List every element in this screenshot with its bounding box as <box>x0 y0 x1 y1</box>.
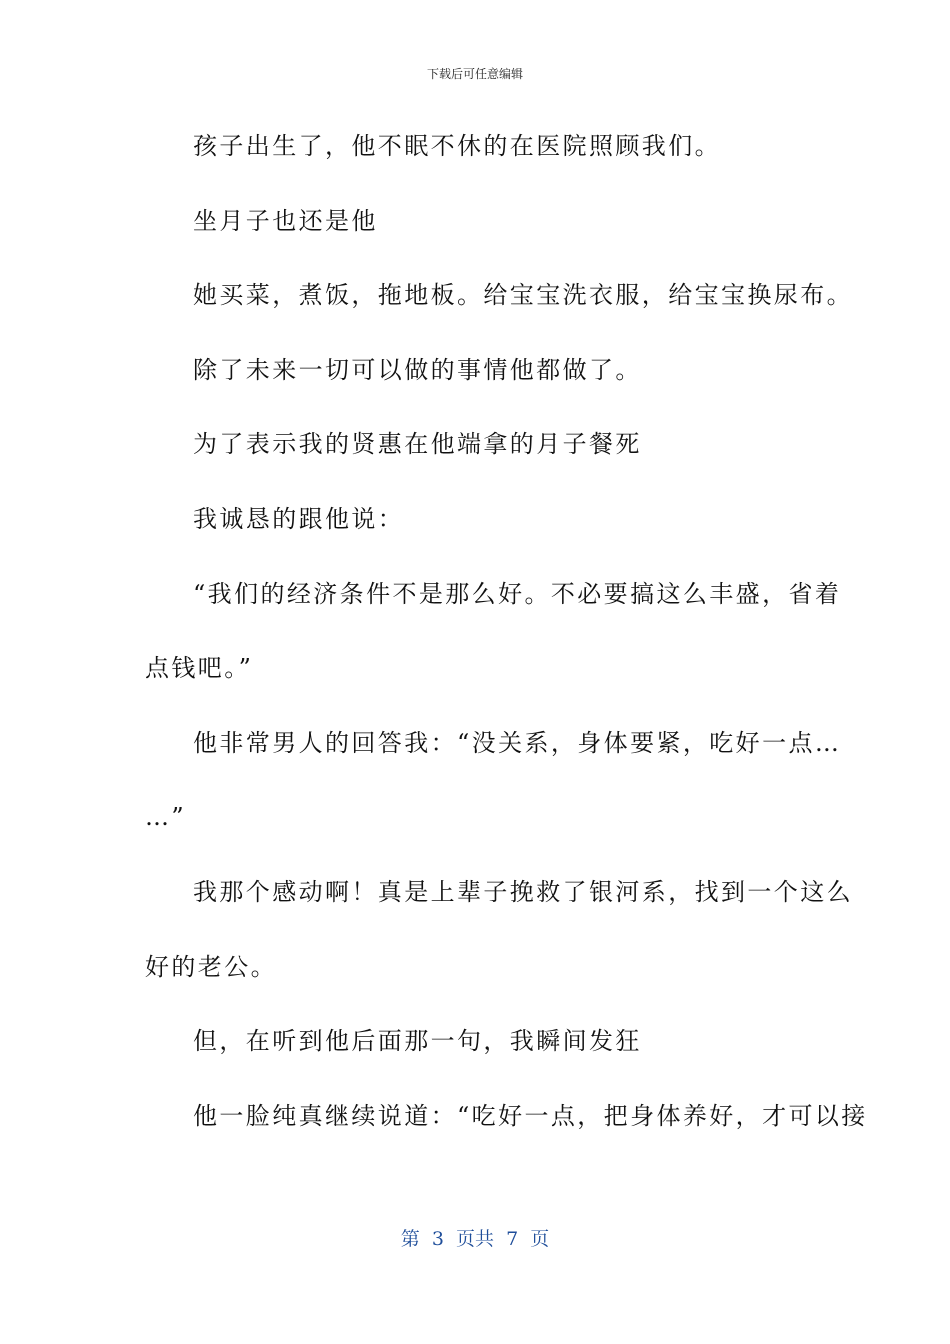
paragraph-continuation-line: 好的老公。 <box>145 952 277 981</box>
paragraph-line: 但，在听到他后面那一句，我瞬间发狂 <box>193 1027 642 1056</box>
paragraph-line: “我们的经济条件不是那么好。不必要搞这么丰盛，省着 <box>193 579 842 608</box>
paragraph-line: 他非常男人的回答我：“没关系，身体要紧，吃好一点… <box>193 728 842 757</box>
paragraph-line: 她买菜，煮饭，拖地板。给宝宝洗衣服，给宝宝换尿布。 <box>193 281 853 310</box>
page-number-footer: 第 3 页共 7 页 <box>400 1228 550 1250</box>
paragraph-line: 坐月子也还是他 <box>193 206 378 235</box>
page-header: 下载后可任意编辑 <box>426 67 523 81</box>
paragraph-line: 孩子出生了，他不眠不休的在医院照顾我们。 <box>193 132 721 160</box>
paragraph-continuation-line: …” <box>145 803 187 832</box>
paragraph-line: 他一脸纯真继续说道：“吃好一点，把身体养好，才可以接 <box>193 1101 868 1130</box>
paragraph-line: 我诚恳的跟他说： <box>193 504 405 533</box>
document-body <box>145 128 868 1172</box>
paragraph-line: 除了未来一切可以做的事情他都做了。 <box>193 355 642 384</box>
paragraph-line: 为了表示我的贤惠在他端拿的月子餐死 <box>193 430 642 459</box>
paragraph-line: 我那个感动啊！真是上辈子挽救了银河系，找到一个这么 <box>193 877 853 906</box>
paragraph-continuation-line: 点钱吧。” <box>145 654 254 683</box>
